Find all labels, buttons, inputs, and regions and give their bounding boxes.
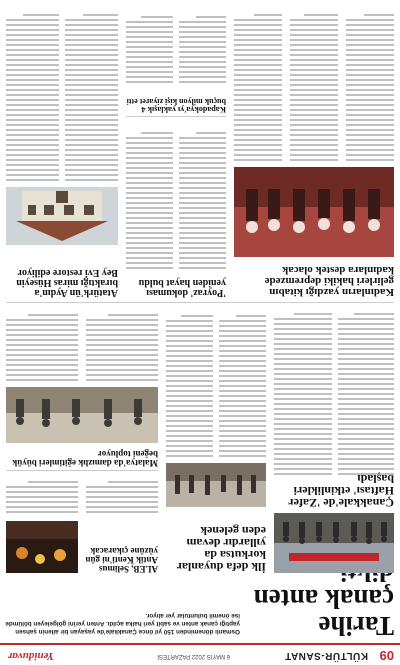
- crowd-photo-icon: [274, 513, 394, 573]
- procession-photo-icon: [166, 463, 266, 507]
- headline-ataturk: Atatürk'ün Aydın'a bıraktığı miras Hüseyin Bey Evi restore ediliyor: [16, 267, 118, 298]
- training-photo-icon: [6, 387, 158, 443]
- body-kadinlar: [234, 5, 394, 163]
- photo-kadinlar: [234, 167, 394, 257]
- page-number: 09: [379, 648, 394, 663]
- headline-aleb: ALEB, Selimus Antik Kenti'ni gün yüzüne çıkaracak: [85, 546, 158, 574]
- headline-kadinlar: Kadınların yazdığı kitabın gelirleri hakiki depremzede kadınlara destek olacak: [264, 264, 394, 298]
- newspaper-logo: Yeniduvar: [8, 650, 54, 662]
- text-lines: [126, 5, 226, 85]
- body-zafer-haftasi: [274, 307, 394, 477]
- body-malatya: [6, 307, 158, 383]
- women-group-photo-icon: [234, 167, 394, 257]
- body-gelenek: [166, 307, 266, 459]
- text-lines: [234, 5, 394, 163]
- text-lines: [6, 475, 158, 515]
- text-lines: [274, 307, 394, 477]
- divider: [6, 470, 158, 471]
- divider: [126, 116, 226, 117]
- body-ataturk: [6, 5, 118, 183]
- photo-zafer-haftasi: [274, 513, 394, 573]
- body-poyraz: [126, 121, 226, 271]
- photo-gelenek: [166, 463, 266, 507]
- night-event-photo-icon: [6, 521, 78, 573]
- text-lines: [166, 307, 266, 459]
- photo-aleb: [6, 521, 78, 573]
- main-headline: Tarihe çanak anten: [253, 584, 394, 641]
- text-lines: [126, 121, 226, 271]
- body-kapadokya: [126, 5, 226, 85]
- section-title: KÜLTÜR-SANAT: [284, 650, 368, 661]
- headline-gelenek: İlk defa duyanlar korkutsa da yıllardır devam eden gelenek: [176, 524, 266, 574]
- headline-malatya: Malatya'da damızlık eğitimleri büyük beğeni topluyor: [12, 449, 158, 468]
- text-lines: [6, 5, 118, 183]
- issue-date: 6 MAYIS 2022 PAZARTESİ: [157, 653, 230, 659]
- main-deck: Osmanlı döneminden 150 yıl önce Çanakkale'de yaşayan bir ailenin şahsen yaptığı çanak anten ve sabit yeri halka açıldı. Anten yerini gölgeleyen bölümde ise önemli buluntular yer alıyor.: [5, 612, 240, 635]
- photo-ataturk: [6, 187, 118, 245]
- text-lines: [6, 307, 158, 383]
- headline-zafer-haftasi: Çanakkale'de 'Zafer Haftası' etkinlikleri başladı: [288, 472, 394, 510]
- page-header: [0, 643, 400, 665]
- section-divider: [6, 302, 394, 303]
- photo-malatya: [6, 387, 158, 443]
- historic-house-photo-icon: [6, 187, 118, 245]
- body-aleb: [6, 475, 158, 515]
- headline-kapadokya: Kapadokya'yı yaklaşık 4 buçuk milyon kişi ziyaret etti: [126, 97, 226, 114]
- headline-poyraz: 'Poyraz' dokuması yeniden hayat buldu: [138, 277, 226, 298]
